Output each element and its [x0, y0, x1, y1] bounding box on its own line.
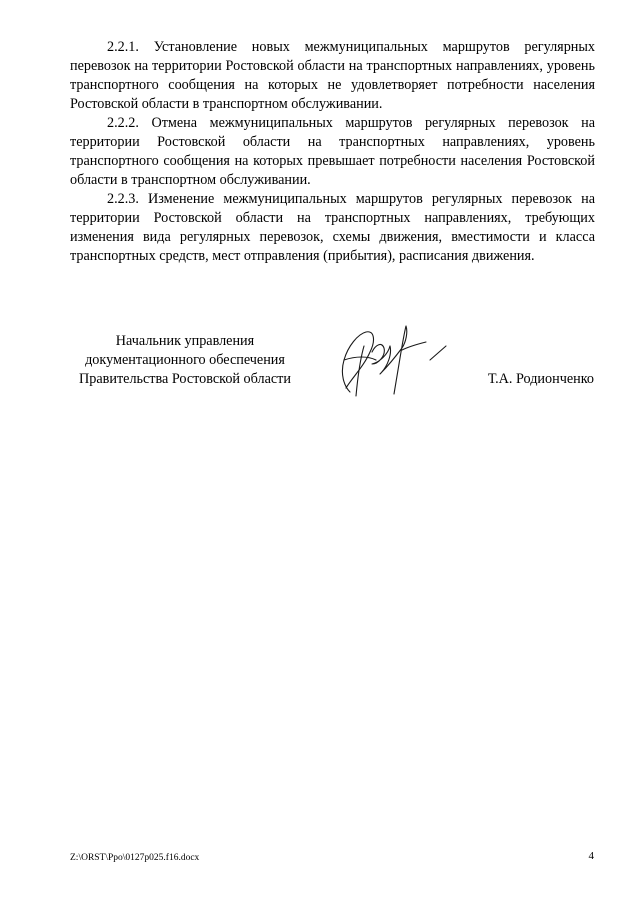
paragraph-text: Отмена межмуниципальных маршрутов регулярных перевозок на территории Ростовской области на транспортных направлениях, уровень транспортного сообщения на которых превышает потребности населения Ростовской области в транспортном обслуживании.: [70, 115, 595, 188]
paragraph-number: 2.2.3.: [107, 191, 139, 207]
document-body: [70, 38, 595, 266]
handwritten-signature: [318, 316, 452, 406]
signatory-position-line: документационного обеспечения: [85, 352, 285, 368]
signatory-position: [70, 332, 300, 389]
page-number: 4: [588, 850, 594, 862]
paragraph-number: 2.2.1.: [107, 39, 139, 55]
paragraph-text: Изменение межмуниципальных маршрутов регулярных перевозок на территории Ростовской области на транспортных направлениях, требующих изменения вида регулярных перевозок, схемы движения, вместимости и класса транспортных средств, мест отправления (прибытия), расписания движения.: [70, 191, 596, 264]
signatory-position-line: Начальник управления: [115, 333, 255, 349]
paragraph-2-2-1: [70, 38, 595, 114]
paragraph-text: Установление новых межмуниципальных маршрутов регулярных перевозок на территории Ростовской области на транспортных направлениях, уровень транспортного сообщения на которых не удовлетворяет потребности населения Ростовской области в транспортном обслуживании.: [70, 39, 596, 112]
paragraph-2-2-2: [70, 114, 595, 190]
footer-file-path: Z:\ORST\Ppo\0127p025.f16.docx: [70, 853, 200, 863]
signatory-position-line: Правительства Ростовской области: [79, 371, 291, 387]
signatory-name: Т.А. Родионченко: [487, 371, 594, 387]
paragraph-2-2-3: [70, 190, 595, 266]
paragraph-number: 2.2.2.: [107, 115, 139, 131]
